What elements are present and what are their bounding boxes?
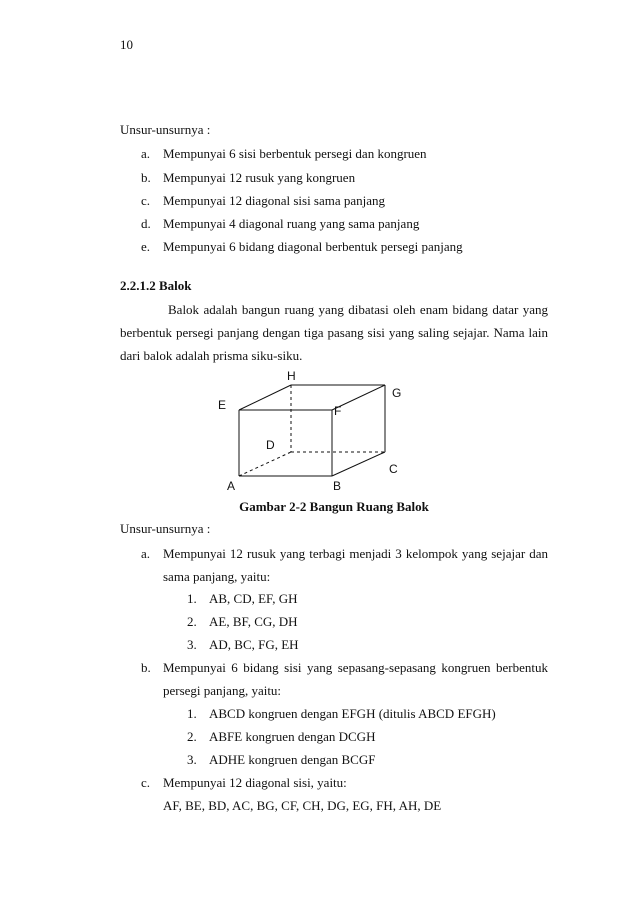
kubus-elements-heading: Unsur-unsurnya :: [120, 122, 211, 137]
sub-item: [187, 727, 375, 747]
list-marker: d.: [141, 216, 151, 231]
sub-marker: 2.: [187, 614, 197, 629]
list-marker: e.: [141, 239, 151, 254]
list-item-text: Mempunyai 12 diagonal sisi, yaitu:: [163, 775, 347, 790]
sub-text: ABFE kongruen dengan DCGH: [209, 729, 376, 744]
sub-text: AB, CD, EF, GH: [209, 591, 298, 606]
vertex-label-d: D: [266, 438, 275, 452]
section-heading: 2.2.1.2 Balok: [120, 278, 192, 293]
list-marker: c.: [141, 193, 151, 208]
vertex-label-c: C: [389, 462, 398, 476]
balok-item-a-line2: sama panjang, yaitu:: [163, 569, 271, 584]
edge-bc: [332, 452, 385, 476]
vertex-label-e: E: [218, 398, 227, 412]
sub-text: ADHE kongruen dengan BCGF: [209, 752, 376, 767]
paragraph-text: Balok adalah bangun ruang yang dibatasi oleh enam bidang datar yang berbentuk persegi panjang dengan tiga pasang sisi yang saling sejajar. Nama lain dari balok adalah prisma siku-siku.: [120, 302, 548, 363]
vertex-label-b: B: [333, 479, 342, 493]
list-item-text: Mempunyai 12 diagonal sisi sama panjang: [163, 193, 386, 208]
list-marker: b.: [141, 660, 151, 675]
caption-text: Gambar 2-2 Bangun Ruang Balok: [239, 499, 429, 514]
sub-item: [187, 704, 496, 724]
balok-item-b-line2: persegi panjang, yaitu:: [163, 683, 282, 698]
balok-item-b-line1: [141, 658, 548, 678]
sub-item: [187, 612, 298, 632]
sub-item: [187, 750, 375, 770]
list-marker: c.: [141, 775, 151, 790]
sub-marker: 1.: [187, 706, 197, 721]
list-item-text: Mempunyai 12 rusuk yang kongruen: [163, 170, 356, 185]
vertex-label-f: F: [334, 404, 342, 418]
list-item-text: Mempunyai 6 bidang diagonal berbentuk persegi panjang: [163, 239, 463, 254]
sub-text: ABCD kongruen dengan EFGH (ditulis ABCD EFGH): [209, 706, 496, 721]
sub-marker: 2.: [187, 729, 197, 744]
kubus-item-b: [141, 168, 355, 188]
sub-item: [187, 635, 299, 655]
vertex-label-h: H: [287, 369, 296, 383]
sub-marker: 3.: [187, 637, 197, 652]
figure-caption: [0, 499, 638, 515]
vertex-label-g: G: [392, 386, 402, 400]
sub-text: AD, BC, FG, EH: [209, 637, 299, 652]
kubus-item-a: [141, 144, 427, 164]
sub-marker: 1.: [187, 591, 197, 606]
list-item-text: Mempunyai 4 diagonal ruang yang sama panjang: [163, 216, 420, 231]
balok-elements-heading: Unsur-unsurnya :: [120, 521, 211, 536]
kubus-item-d: [141, 214, 419, 234]
section-paragraph: [120, 298, 548, 367]
vertex-label-a: A: [227, 479, 236, 493]
sub-item: [187, 589, 298, 609]
list-item-text: Mempunyai 6 sisi berbentuk persegi dan kongruen: [163, 146, 427, 161]
page-number: 10: [120, 37, 133, 52]
kubus-item-c: [141, 191, 385, 211]
balok-item-c-line2: AF, BE, BD, AC, BG, CF, CH, DG, EG, FH, AH, DE: [163, 798, 442, 813]
cuboid-figure: [212, 365, 422, 495]
edge-eh: [239, 385, 291, 410]
edge-ad: [239, 452, 291, 476]
sub-marker: 3.: [187, 752, 197, 767]
list-item-text: Mempunyai 12 rusuk yang terbagi menjadi 3 kelompok yang sejajar dan: [163, 546, 548, 561]
list-item-text: Mempunyai 6 bidang sisi yang sepasang-sepasang kongruen berbentuk: [163, 660, 548, 675]
list-marker: b.: [141, 170, 151, 185]
kubus-item-e: [141, 237, 463, 257]
list-marker: a.: [141, 546, 151, 561]
list-marker: a.: [141, 146, 151, 161]
balok-item-a-line1: [141, 544, 548, 564]
balok-item-c-line1: [141, 773, 347, 793]
sub-text: AE, BF, CG, DH: [209, 614, 298, 629]
